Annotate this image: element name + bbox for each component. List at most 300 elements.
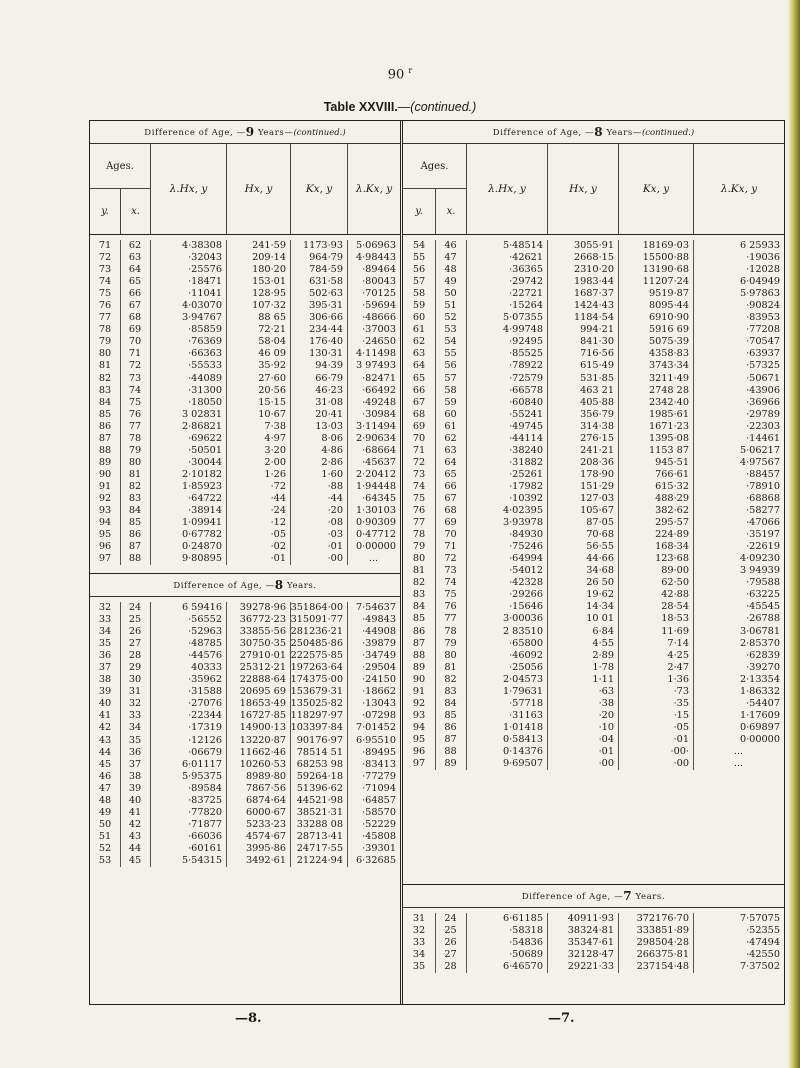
x-cell: 66 [128, 288, 142, 300]
lambda-k-cell: ·45545 [746, 601, 780, 613]
k-cell: 15500·88 [642, 252, 689, 264]
lambda-h-cell: 2·04573 [502, 673, 543, 685]
lambda-k-cell: ·49248 [362, 396, 396, 408]
lambda-k-cell: ·26788 [746, 613, 780, 625]
footer-right: —7. [548, 1011, 575, 1026]
lambda-k-cell: 6·32685 [355, 854, 396, 866]
lambda-k-cell: ·77279 [362, 770, 396, 782]
x-cell: 52 [444, 312, 457, 324]
h-cell: 615·49 [580, 360, 614, 372]
y-cell: 93 [98, 505, 112, 517]
k-cell: 333851·89 [636, 925, 689, 937]
k-cell: 11·69 [661, 625, 689, 637]
y-cell: 79 [412, 541, 426, 553]
k-cell: 222575·85 [290, 650, 343, 662]
x-cell: 67 [128, 300, 142, 312]
k-cell: 631·58 [309, 276, 343, 288]
lambda-h-cell: ·15646 [509, 601, 543, 613]
y-cell: 82 [412, 577, 426, 589]
k-header: Kx, y [618, 144, 693, 234]
lambda-h-cell: ·30044 [188, 456, 222, 468]
table-sheet [89, 120, 785, 1005]
y-cell: 47 [98, 782, 112, 794]
y-cell: 84 [412, 601, 426, 613]
lambda-h-cell: 9·69507 [502, 758, 543, 770]
h-cell: ·38 [598, 697, 614, 709]
lambda-k-cell: ·88457 [746, 468, 780, 480]
lambda-k-cell: ·43906 [746, 384, 780, 396]
lambda-k-cell: ... [368, 553, 379, 565]
y-cell: 84 [98, 396, 112, 408]
h-cell: 1184·54 [573, 312, 614, 324]
lambda-k-cell: ·70547 [746, 336, 780, 348]
k-cell: 118297·97 [290, 710, 343, 722]
table-row [90, 288, 400, 300]
ages-header: Ages. [403, 144, 466, 189]
lambda-h-cell: ·38914 [188, 505, 222, 517]
h-cell: 35347·61 [567, 937, 614, 949]
column-rule [693, 240, 694, 770]
y-cell: 52 [98, 842, 112, 854]
y-cell: 87 [98, 432, 112, 444]
lambda-k-cell: ·12028 [746, 264, 780, 276]
k-cell: 315091·77 [290, 614, 343, 626]
y-cell: 57 [412, 276, 426, 288]
right-col-headers [403, 144, 784, 235]
lambda-k-cell: 4·98443 [355, 252, 396, 264]
lambda-k-cell: ·68664 [362, 444, 396, 456]
y-cell: 60 [412, 312, 426, 324]
table-row [90, 722, 400, 734]
table-row [90, 855, 400, 867]
h-cell: 10260·53 [239, 758, 286, 770]
lambda-h-cell: ·77820 [188, 806, 222, 818]
k-cell: 168·34 [655, 541, 689, 553]
lambda-k-cell: ·45637 [362, 456, 396, 468]
k-cell: 2·47 [667, 661, 689, 673]
x-cell: 64 [444, 456, 457, 468]
k-cell: 234·44 [309, 324, 343, 336]
table-row [90, 445, 400, 457]
y-cell: 34 [412, 949, 426, 961]
y-cell: 81 [98, 360, 112, 372]
x-cell: 85 [128, 517, 142, 529]
x-cell: 58 [444, 384, 457, 396]
table-row [90, 529, 400, 541]
column-rule [347, 240, 348, 565]
h-cell: 3492·61 [245, 854, 286, 866]
table-row [90, 433, 400, 445]
h-cell: 4574·67 [245, 830, 286, 842]
lambda-h-cell: 4·03070 [181, 300, 222, 312]
k-cell: 1153 87 [648, 444, 689, 456]
h-cell: 1·26 [264, 468, 286, 480]
h-cell: 14900·13 [239, 722, 286, 734]
table-row [90, 650, 400, 662]
lambda-k-cell: ·39879 [362, 638, 396, 650]
lambda-h-cell: 6·46570 [502, 961, 543, 973]
y-cell: 74 [98, 276, 112, 288]
y-cell: 88 [412, 649, 426, 661]
left-col-headers [90, 144, 400, 235]
right-bottom-panel [403, 884, 784, 973]
y-cell: 40 [98, 698, 112, 710]
lambda-h-cell: ·31163 [509, 709, 543, 721]
column-rule [150, 602, 151, 867]
lambda-h-header: λ.Hx, y [150, 144, 226, 234]
page-edge [788, 0, 800, 1068]
lambda-k-cell: ·34749 [362, 650, 396, 662]
y-cell: 41 [98, 710, 112, 722]
table-row [403, 913, 784, 925]
x-cell: 72 [444, 553, 457, 565]
k-cell: ·15 [673, 709, 689, 721]
column-rule [435, 913, 436, 973]
x-cell: 86 [128, 529, 142, 541]
lambda-k-cell: ·07298 [362, 710, 396, 722]
lambda-k-cell: ·89495 [362, 746, 396, 758]
x-cell: 76 [444, 601, 457, 613]
lambda-k-cell: 7·54637 [355, 602, 396, 613]
lambda-k-cell: ·63225 [746, 589, 780, 601]
y-cell: 82 [98, 372, 112, 384]
y-cell: 32 [412, 925, 426, 937]
table-row [403, 469, 784, 481]
x-cell: 50 [444, 288, 457, 300]
lambda-h-cell: ·36365 [509, 264, 543, 276]
table-row [403, 686, 784, 698]
k-cell: 11207·24 [642, 276, 689, 288]
table-row [90, 457, 400, 469]
k-cell: 33288 08 [296, 818, 343, 830]
y-cell: 42 [98, 722, 112, 734]
y-cell: 45 [98, 758, 112, 770]
table-row [403, 949, 784, 961]
lambda-k-cell: ·83413 [362, 758, 396, 770]
lambda-h-cell: ·57718 [509, 697, 543, 709]
h-cell: 1424·43 [573, 300, 614, 312]
x-cell: 77 [444, 613, 457, 625]
x-cell: 25 [444, 925, 457, 937]
h-cell: 208·36 [580, 456, 614, 468]
x-cell: 54 [444, 336, 457, 348]
lambda-h-cell: 40333 [191, 662, 222, 674]
h-cell: 8989·80 [245, 770, 286, 782]
x-cell: 71 [444, 541, 457, 553]
table-row [90, 686, 400, 698]
y-cell: 72 [98, 252, 112, 264]
h-cell: 405·88 [580, 396, 614, 408]
y-cell: 63 [412, 348, 426, 360]
h-cell: 1·11 [592, 673, 614, 685]
k-cell: 382·62 [655, 505, 689, 517]
h-cell: 19·62 [586, 589, 614, 601]
x-cell: 73 [128, 372, 142, 384]
column-rule [290, 240, 291, 565]
h-cell: ·04 [598, 733, 614, 745]
y-cell: 33 [412, 937, 426, 949]
x-header: x. [435, 189, 466, 234]
lambda-h-cell: 0·24870 [181, 541, 222, 553]
k-cell: 237154·48 [636, 961, 689, 973]
lambda-k-cell: ·18662 [362, 686, 396, 698]
x-cell: 66 [444, 480, 457, 492]
x-cell: 62 [128, 240, 142, 251]
k-cell: 89·00 [661, 565, 689, 577]
x-cell: 42 [128, 818, 142, 830]
h-cell: 46 09 [258, 348, 286, 360]
y-cell: 75 [98, 288, 112, 300]
x-cell: 83 [444, 685, 457, 697]
y-cell: 46 [98, 770, 112, 782]
lambda-h-header: λ.Hx, y [466, 144, 547, 234]
table-row [403, 601, 784, 613]
k-cell: 3211·49 [648, 372, 689, 384]
y-cell: 59 [412, 300, 426, 312]
table-row [90, 626, 400, 638]
h-cell: 36772·23 [239, 614, 286, 626]
y-cell: 72 [412, 456, 426, 468]
y-cell: 48 [98, 794, 112, 806]
k-cell: 46·23 [315, 384, 343, 396]
table-row [90, 264, 400, 276]
y-cell: 65 [412, 372, 426, 384]
lambda-h-cell: ·55533 [188, 360, 222, 372]
table-row [403, 252, 784, 264]
table-row [90, 614, 400, 626]
lambda-k-cell: 3 97493 [355, 360, 396, 372]
table-row [90, 385, 400, 397]
x-cell: 36 [128, 746, 142, 758]
k-cell: 135025·82 [290, 698, 343, 710]
lambda-h-cell: 6 59416 [181, 602, 222, 613]
k-cell: 1671·23 [648, 420, 689, 432]
lambda-h-cell: ·44114 [509, 432, 543, 444]
lambda-k-cell: ·37003 [362, 324, 396, 336]
y-cell: 92 [412, 697, 426, 709]
k-cell: 351864·00 [290, 602, 343, 613]
lambda-h-cell: 3 02831 [181, 408, 222, 420]
lambda-k-cell: ·30984 [362, 408, 396, 420]
h-cell: 178·90 [580, 468, 614, 480]
table-row [90, 312, 400, 324]
table-row [90, 397, 400, 409]
right-panel [403, 121, 784, 770]
k-cell: 94·39 [315, 360, 343, 372]
k-cell: 62·50 [661, 577, 689, 589]
lambda-k-cell: ·45808 [362, 830, 396, 842]
lambda-k-cell: ·47494 [746, 937, 780, 949]
k-cell: 31·08 [315, 396, 343, 408]
table-row [403, 445, 784, 457]
lambda-h-cell: ·15264 [509, 300, 543, 312]
table-row [90, 252, 400, 264]
k-cell: 176·40 [309, 336, 343, 348]
k-cell: 306·66 [309, 312, 343, 324]
h-cell: 463 21 [580, 384, 614, 396]
x-cell: 45 [128, 854, 142, 866]
y-cell: 51 [98, 830, 112, 842]
lambda-k-header: λ.Kx, y [347, 144, 400, 234]
x-cell: 87 [444, 733, 457, 745]
right-bottom-rows [403, 913, 784, 973]
h-cell: 13220·87 [239, 734, 286, 746]
y-cell: 71 [98, 240, 112, 251]
column-rule [466, 913, 467, 973]
table-row [90, 300, 400, 312]
h-cell: 33855·56 [239, 626, 286, 638]
x-cell: 55 [444, 348, 457, 360]
lambda-h-cell: ·31300 [188, 384, 222, 396]
h-cell: 2·00 [264, 456, 286, 468]
k-cell: ·00 [673, 758, 689, 770]
x-cell: 69 [128, 324, 142, 336]
x-cell: 56 [444, 360, 457, 372]
lambda-k-cell: ·52229 [362, 818, 396, 830]
h-cell: 70·68 [586, 529, 614, 541]
k-cell: 6910·90 [648, 312, 689, 324]
h-cell: 40911·93 [567, 913, 614, 924]
lambda-h-cell: ·42621 [509, 252, 543, 264]
x-cell: 64 [128, 264, 142, 276]
h-cell: 29221·33 [567, 961, 614, 973]
y-cell: 31 [412, 913, 426, 924]
k-cell: 130·31 [309, 348, 343, 360]
lambda-k-cell: 1·30103 [355, 505, 396, 517]
table-row [90, 831, 400, 843]
lambda-h-cell: 4·99748 [502, 324, 543, 336]
h-cell: ·12 [270, 517, 286, 529]
x-cell: 60 [444, 408, 457, 420]
h-cell: ·20 [598, 709, 614, 721]
column-rule [120, 602, 121, 867]
k-cell: 2748 28 [648, 384, 689, 396]
h-cell: ·44 [270, 492, 286, 504]
y-cell: 97 [412, 758, 426, 770]
table-row [403, 300, 784, 312]
x-cell: 39 [128, 782, 142, 794]
k-cell: 68253 98 [296, 758, 343, 770]
y-cell: 83 [412, 589, 426, 601]
y-cell: 85 [412, 613, 426, 625]
table-row [90, 783, 400, 795]
lambda-h-cell: ·65800 [509, 637, 543, 649]
lambda-k-cell: 2·20412 [355, 468, 396, 480]
h-cell: 7·38 [264, 420, 286, 432]
h-cell: ·24 [270, 505, 286, 517]
k-cell: ·00 [327, 553, 343, 565]
table-row [90, 360, 400, 372]
lambda-k-cell: ·59694 [362, 300, 396, 312]
table-row [90, 409, 400, 421]
k-cell: 250485·86 [290, 638, 343, 650]
x-cell: 38 [128, 770, 142, 782]
lambda-h-cell: ·25576 [188, 264, 222, 276]
lambda-k-cell: 4·09230 [739, 553, 780, 565]
h-cell: 1·78 [592, 661, 614, 673]
h-cell: 3·20 [264, 444, 286, 456]
x-cell: 78 [128, 432, 142, 444]
x-cell: 53 [444, 324, 457, 336]
lambda-h-cell: ·10392 [509, 492, 543, 504]
h-cell: ·63 [598, 685, 614, 697]
lambda-k-cell: ·71094 [362, 782, 396, 794]
y-cell: 62 [412, 336, 426, 348]
y-cell: 81 [412, 565, 426, 577]
k-cell: 28713·41 [296, 830, 343, 842]
x-cell: 24 [128, 602, 142, 613]
h-cell: 2·89 [592, 649, 614, 661]
lambda-h-cell: 0·67782 [181, 529, 222, 541]
h-cell: 127·03 [580, 492, 614, 504]
y-cell: 76 [98, 300, 112, 312]
table-row [403, 397, 784, 409]
x-cell: 67 [444, 492, 457, 504]
lambda-h-cell: 2·10182 [181, 468, 222, 480]
y-cell: 70 [412, 432, 426, 444]
h-cell: 39278·96 [239, 602, 286, 613]
table-row [403, 457, 784, 469]
x-cell: 51 [444, 300, 457, 312]
x-cell: 49 [444, 276, 457, 288]
y-cell: 77 [412, 517, 426, 529]
lambda-k-cell: 0·00000 [355, 541, 396, 553]
k-cell: 295·57 [655, 517, 689, 529]
h-cell: ·05 [270, 529, 286, 541]
h-cell: 44·66 [586, 553, 614, 565]
table-row [403, 373, 784, 385]
y-cell: 87 [412, 637, 426, 649]
h-cell: 153·01 [252, 276, 286, 288]
x-cell: 65 [128, 276, 142, 288]
k-cell: 395·31 [309, 300, 343, 312]
lambda-k-cell: ·19036 [746, 252, 780, 264]
left-bottom-rows [90, 602, 400, 867]
x-cell: 33 [128, 710, 142, 722]
lambda-h-cell: ·55241 [509, 408, 543, 420]
lambda-h-cell: ·38240 [509, 444, 543, 456]
h-cell: 88 65 [258, 312, 286, 324]
y-cell: 94 [98, 517, 112, 529]
footer-left: —8. [235, 1011, 262, 1026]
lambda-h-cell: ·31882 [509, 456, 543, 468]
table-row [90, 710, 400, 722]
y-cell: 35 [412, 961, 426, 973]
k-cell: 4358·83 [648, 348, 689, 360]
lambda-h-cell: ·25261 [509, 468, 543, 480]
x-cell: 79 [444, 637, 457, 649]
lambda-k-cell: ·66492 [362, 384, 396, 396]
lambda-h-cell: ·54836 [509, 937, 543, 949]
k-cell: 784·59 [309, 264, 343, 276]
x-cell: 46 [444, 240, 457, 251]
y-cell: 80 [98, 348, 112, 360]
h-cell: 38324·81 [567, 925, 614, 937]
k-cell: 28·54 [661, 601, 689, 613]
h-cell: 314·38 [580, 420, 614, 432]
table-row [90, 795, 400, 807]
lambda-k-cell: ·13043 [362, 698, 396, 710]
lambda-h-cell: ·85525 [509, 348, 543, 360]
lambda-k-cell: 6·95510 [355, 734, 396, 746]
y-cell: 90 [98, 468, 112, 480]
right-top-rows [403, 240, 784, 770]
lambda-k-cell: 5·06217 [739, 444, 780, 456]
table-row [403, 541, 784, 553]
lambda-k-cell: ·83953 [746, 312, 780, 324]
table-row [403, 276, 784, 288]
lambda-h-cell: ·29742 [509, 276, 543, 288]
